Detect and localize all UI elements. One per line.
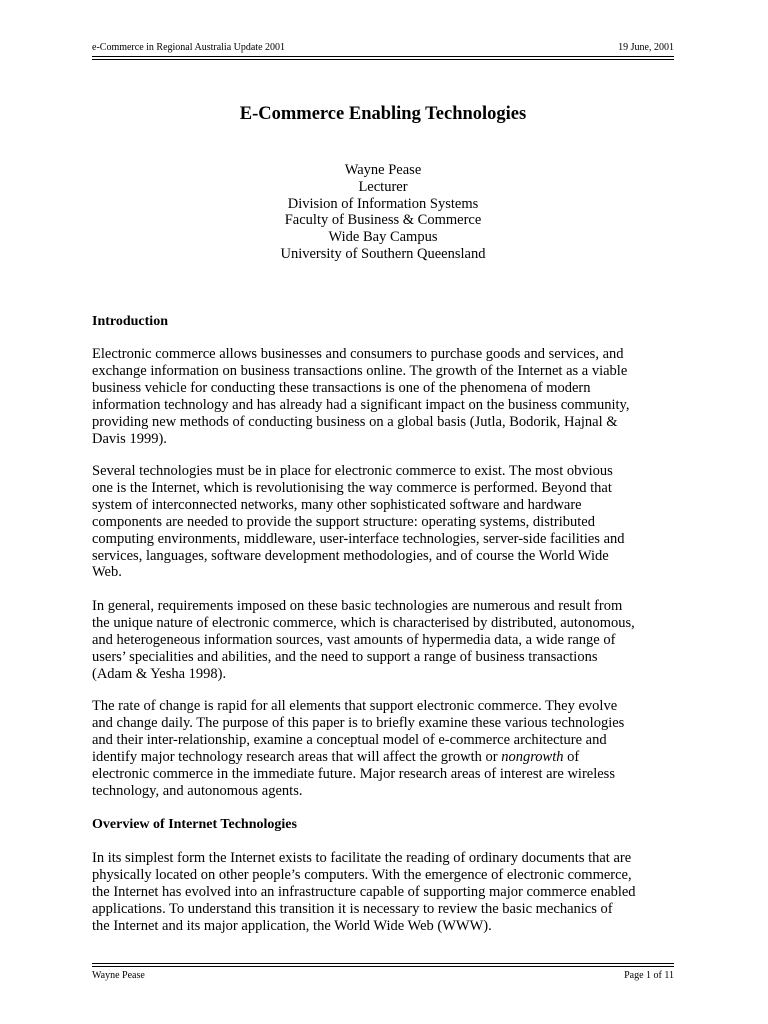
- author-university: University of Southern Queensland: [280, 245, 486, 262]
- section-heading-overview: Overview of Internet Technologies: [92, 817, 297, 832]
- text-run: identify major technology research areas that will affect the growth or: [92, 748, 502, 765]
- text-line: exchange information on business transactions online. The growth of the Internet as a viable: [92, 362, 628, 379]
- text-line: [92, 749, 692, 766]
- text-line: information technology and has already had a significant impact on the business community,: [92, 396, 630, 413]
- text-line: and their inter-relationship, examine a conceptual model of e-commerce architecture and: [92, 731, 607, 748]
- paper-title: E-Commerce Enabling Technologies: [239, 104, 527, 124]
- paragraph-intro-4: [92, 698, 692, 799]
- text-line: Electronic commerce allows businesses and consumers to purchase goods and services, and: [92, 346, 624, 362]
- author-campus: Wide Bay Campus: [328, 229, 438, 246]
- text-line: and change daily. The purpose of this paper is to briefly examine these various technologies: [92, 714, 625, 731]
- author-block: [92, 162, 674, 263]
- text-line: one is the Internet, which is revolutionising the way commerce is performed. Beyond that: [92, 479, 612, 496]
- text-line: providing new methods of conducting business on a global basis (Jutla, Bodorik, Hajnal &: [92, 413, 618, 430]
- running-footer: [92, 970, 674, 982]
- text-line: electronic commerce in the immediate future. Major research areas of interest are wireless: [92, 765, 615, 782]
- footer-rule-second: [92, 966, 674, 967]
- author-faculty: Faculty of Business & Commerce: [284, 212, 482, 229]
- text-line: the unique nature of electronic commerce, which is characterised by distributed, autonomous,: [92, 614, 635, 631]
- text-line: Web.: [92, 564, 122, 581]
- paragraph-overview-1: [92, 850, 692, 935]
- header-document-title: e-Commerce in Regional Australia Update 2001: [92, 42, 286, 53]
- header-rule: [92, 56, 674, 57]
- text-line: system of interconnected networks, many other sophisticated software and hardware: [92, 496, 582, 513]
- author-position: Lecturer: [358, 178, 408, 195]
- text-line: users’ specialities and abilities, and the need to support a range of business transactions: [92, 648, 598, 665]
- header-rule-second: [92, 59, 674, 60]
- author-name: Wayne Pease: [344, 162, 422, 178]
- text-line: components are needed to provide the support structure: operating systems, distributed: [92, 513, 595, 530]
- text-line: The rate of change is rapid for all elements that support electronic commerce. They evolve: [92, 698, 618, 714]
- section-heading-introduction: Introduction: [92, 314, 168, 329]
- header-date: 19 June, 2001: [618, 42, 674, 53]
- footer-rule: [92, 963, 674, 964]
- text-line: business vehicle for conducting these transactions is one of the phenomena of modern: [92, 379, 591, 396]
- text-line: Several technologies must be in place for electronic commerce to exist. The most obvious: [92, 463, 613, 479]
- footer-author: Wayne Pease: [92, 970, 145, 981]
- text-line: technology, and autonomous agents.: [92, 782, 303, 799]
- text-line: In general, requirements imposed on these basic technologies are numerous and result from: [92, 598, 623, 614]
- text-line: physically located on other people’s computers. With the emergence of electronic commerce,: [92, 866, 632, 883]
- text-line: computing environments, middleware, user-interface technologies, server-side facilities and: [92, 530, 625, 547]
- paragraph-intro-2: [92, 463, 692, 581]
- paragraph-intro-1: [92, 346, 692, 447]
- text-line: applications. To understand this transition it is necessary to review the basic mechanics of: [92, 900, 613, 917]
- paragraph-intro-3: [92, 598, 692, 683]
- italic-term: nongrowth: [501, 748, 564, 765]
- text-run: of: [563, 748, 580, 765]
- running-header: [92, 42, 674, 54]
- text-line: In its simplest form the Internet exists to facilitate the reading of ordinary documents that are: [92, 850, 632, 866]
- text-line: the Internet and its major application, the World Wide Web (WWW).: [92, 917, 492, 934]
- author-division: Division of Information Systems: [287, 195, 479, 212]
- page-number: Page 1 of 11: [624, 970, 674, 981]
- text-line: Davis 1999).: [92, 430, 167, 447]
- text-line: services, languages, software development methodologies, and of course the World Wide: [92, 547, 609, 564]
- text-line: (Adam & Yesha 1998).: [92, 665, 227, 682]
- text-line: and heterogeneous information sources, vast amounts of hypermedia data, a wide range of: [92, 631, 616, 648]
- text-line: the Internet has evolved into an infrastructure capable of supporting major commerce enabled: [92, 883, 636, 900]
